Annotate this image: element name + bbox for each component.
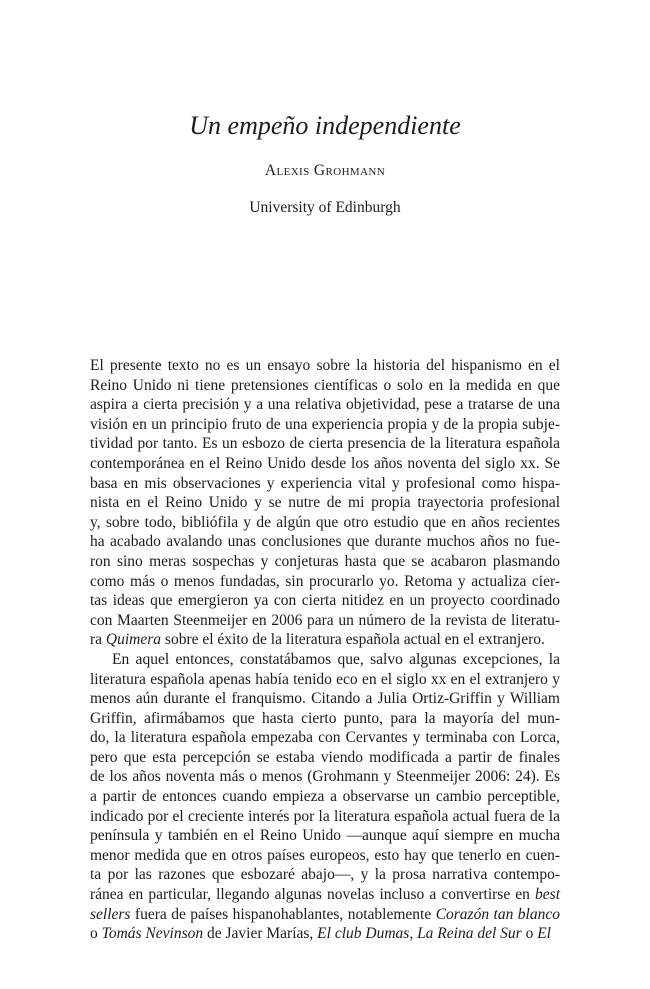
text-run: como más o menos fundadas, sin procurarlo yo. Retoma y actualiza cier-	[90, 572, 560, 590]
text-run: península y también en el Reino Unido —aunque aquí siempre en mucha	[90, 827, 560, 845]
text-run: ra	[90, 631, 106, 649]
text-line	[90, 885, 560, 905]
text-line	[90, 513, 560, 533]
text-run: o	[90, 925, 102, 943]
author-name: Alexis Grohmann	[264, 162, 386, 179]
text-line	[90, 415, 560, 435]
text-line	[90, 454, 560, 474]
body-paragraph	[90, 650, 560, 944]
text-line	[90, 670, 560, 690]
text-line	[90, 650, 560, 670]
text-line	[90, 865, 560, 885]
text-run: a partir de entonces cuando empieza a observarse un cambio perceptible,	[90, 788, 560, 806]
text-line	[90, 532, 560, 552]
text-run: En aquel entonces, constatábamos que, salvo algunas excepciones, la	[112, 650, 560, 668]
text-run: tas ideas que emergieron ya con cierta nitidez en un proyecto coordinado	[90, 592, 560, 610]
text-run: nista en el Reino Unido y se nutre de mi propia trayectoria profesional	[90, 494, 560, 512]
text-run: de Javier Marías,	[203, 925, 318, 943]
text-run: o	[521, 925, 538, 943]
italic-text: Tomás Nevinson	[101, 925, 204, 943]
text-run: ron sino meras sospechas y conjeturas hasta que se acabaron plasmando	[90, 552, 560, 570]
italic-text: El club Dumas	[317, 925, 410, 943]
text-line	[90, 493, 560, 513]
italic-text: La Reina del Sur	[417, 925, 522, 943]
italic-text: Corazón tan blanco	[435, 905, 560, 923]
text-run: ha acabado avalando unas conclusiones que durante muchos años no fue-	[90, 533, 560, 551]
article-body	[90, 356, 560, 944]
text-run: aspira a cierta precisión y a una relativa objetividad, pese a tratarse de una	[90, 396, 560, 414]
text-line	[90, 767, 560, 787]
text-run: menor medida que en otros países europeos, esto hay que tenerlo en cuen-	[90, 846, 560, 864]
text-run: do, la literatura española empezaba con Cervantes y terminaba con Lorca,	[90, 729, 560, 747]
text-run: visión en un principio fruto de una experiencia propia y de la propia subje-	[90, 415, 560, 433]
text-run: Reino Unido ni tiene pretensiones científicas o solo en la medida en que	[90, 376, 560, 394]
text-line	[90, 787, 560, 807]
author-affiliation: University of Edinburgh	[249, 199, 401, 216]
text-run: y, sobre todo, bibliófila y de algún que otro estudio que en años recientes	[90, 513, 560, 531]
text-run: ,	[409, 925, 418, 943]
text-line	[90, 709, 560, 729]
text-run: El presente texto no es un ensayo sobre la historia del hispanismo en el	[90, 357, 560, 374]
text-line	[90, 611, 560, 631]
text-run: Griffin, afirmábamos que hasta cierto punto, para la mayoría del mun-	[90, 709, 560, 727]
text-run: sobre el éxito de la literatura española actual en el extranjero.	[161, 631, 545, 649]
text-run: tividad por tanto. Es un esbozo de cierta presencia de la literatura española	[90, 435, 560, 453]
text-line	[90, 728, 560, 748]
text-line	[90, 905, 560, 925]
italic-text: best	[535, 886, 560, 904]
text-run: literatura española apenas había tenido eco en el siglo xx en el extranjero y	[90, 670, 560, 688]
text-line	[90, 924, 560, 944]
text-run: contemporánea en el Reino Unido desde los años noventa del siglo xx. Se	[90, 454, 560, 472]
text-line	[90, 826, 560, 846]
text-line	[90, 807, 560, 827]
text-run: con Maarten Steenmeijer en 2006 para un número de la revista de literatu-	[90, 611, 560, 629]
text-run: ta por las razones que esbozaré abajo—, y la prosa narrativa contempo-	[90, 866, 560, 884]
text-line	[90, 591, 560, 611]
text-line	[90, 474, 560, 494]
text-run: menos aún durante el franquismo. Citando a Julia Ortiz-Griffin y William	[90, 690, 560, 708]
text-line	[90, 395, 560, 415]
text-line	[90, 572, 560, 592]
body-paragraph	[90, 356, 560, 650]
text-line	[90, 846, 560, 866]
text-run: ránea en particular, llegando algunas novelas incluso a convertirse en	[90, 886, 536, 904]
italic-text: sellers	[90, 905, 131, 923]
text-run: fuera de países hispanohablantes, notablemente	[130, 905, 436, 923]
italic-text: El	[537, 925, 551, 943]
text-line	[90, 552, 560, 572]
text-run: pero que esta percepción se estaba viendo modificada a partir de finales	[90, 748, 560, 766]
text-line	[90, 356, 560, 376]
text-line	[90, 748, 560, 768]
text-line	[90, 376, 560, 396]
text-run: indicado por el creciente interés por la literatura española actual fuera de la	[90, 807, 560, 825]
text-line	[90, 434, 560, 454]
text-run: basa en mis observaciones y experiencia vital y profesional como hispa-	[90, 474, 560, 492]
article-title: Un empeño independiente	[189, 111, 461, 140]
italic-text: Quimera	[105, 631, 162, 649]
text-line	[90, 630, 560, 650]
text-run: de los años noventa más o menos (Grohmann y Steenmeijer 2006: 24). Es	[90, 768, 560, 786]
text-line	[90, 689, 560, 709]
